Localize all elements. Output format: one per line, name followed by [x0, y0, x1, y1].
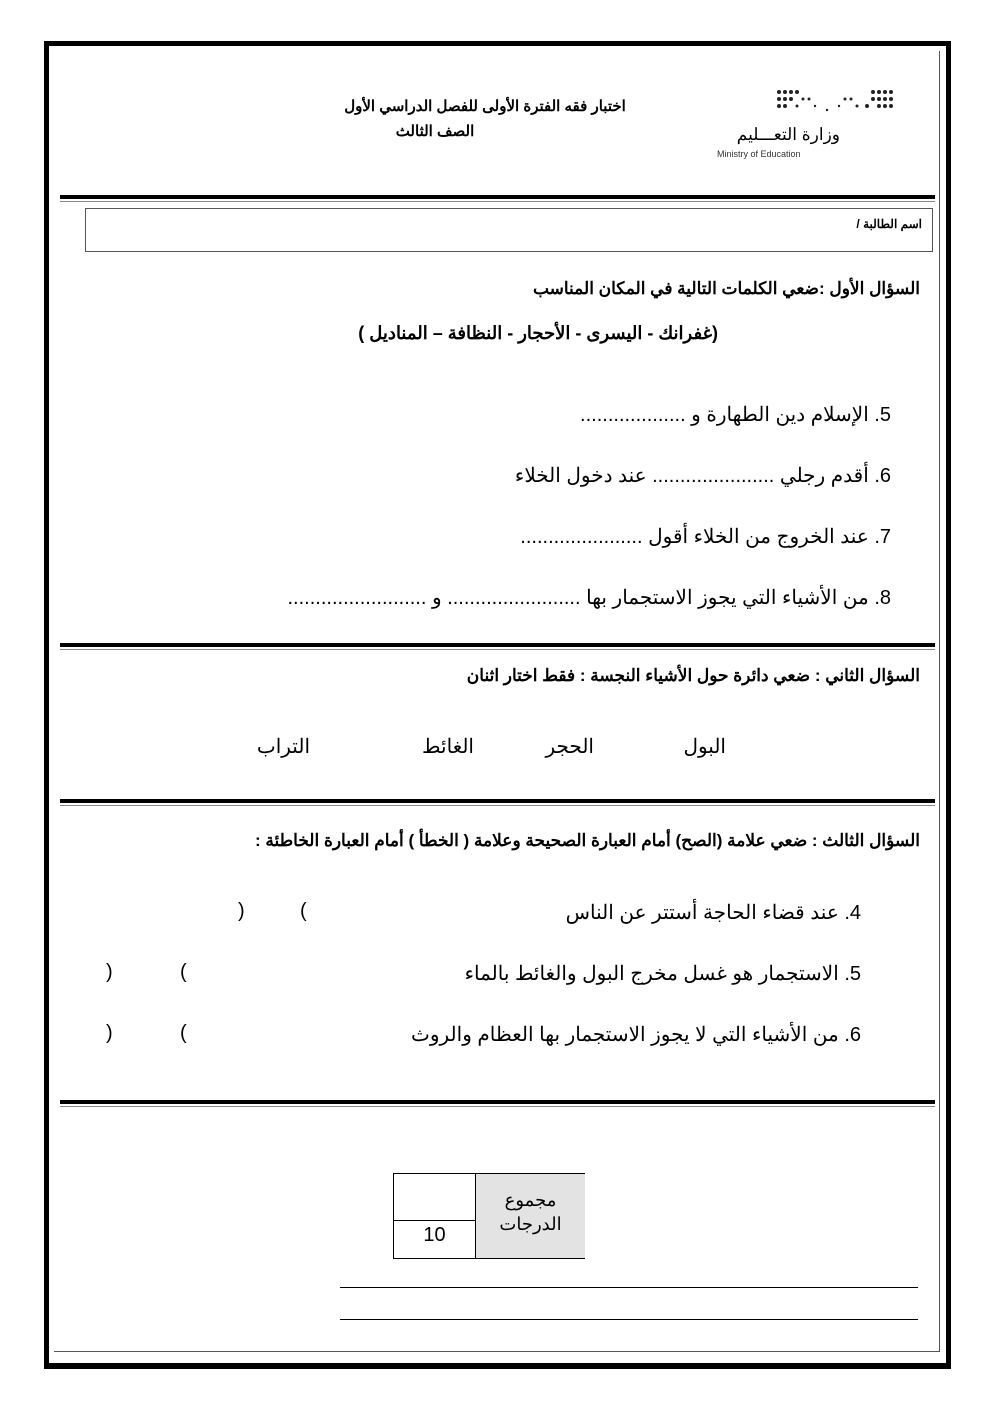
exam-title: اختبار فقه الفترة الأولى للفصل الدراسي الأول: [344, 98, 626, 115]
q3-item: 5. الاستجمار هو غسل مخرج البول والغائط بالماء: [464, 963, 861, 985]
header-divider: [60, 195, 935, 199]
signature-line: [340, 1287, 918, 1288]
ministry-logo-arabic: وزارة التعـــليم: [736, 125, 840, 144]
q2-option[interactable]: التراب: [256, 736, 310, 758]
q1-title: السؤال الأول :ضعي الكلمات التالية في المكان المناسب: [532, 279, 920, 298]
score-label: مجموع الدرجات: [499, 1190, 562, 1234]
score-label-cell: [475, 1174, 585, 1258]
q1-item: 7. عند الخروج من الخلاء أقول ......................: [520, 526, 891, 548]
q3-item: 6. من الأشياء التي لا يجوز الاستجمار بها العظام والروث: [411, 1024, 861, 1046]
student-name-field[interactable]: [85, 208, 933, 252]
ministry-logo-english: Ministry of Education: [717, 149, 801, 159]
ministry-logo-dots: [775, 88, 897, 114]
q2-option[interactable]: البول: [683, 736, 726, 758]
score-obtained-cell[interactable]: [394, 1174, 475, 1221]
q1-item: 5. الإسلام دين الطهارة و ...................: [580, 404, 891, 426]
q1-word-bank: (غفرانك - اليسرى - الأحجار - النظافة – المناديل ): [358, 323, 718, 343]
answer-paren[interactable]: ): [238, 900, 245, 922]
answer-paren[interactable]: (: [180, 1022, 187, 1044]
q2-title: السؤال الثاني : ضعي دائرة حول الأشياء النجسة : فقط اختار اثنان: [466, 666, 920, 685]
student-name-label: اسم الطالبة /: [856, 217, 922, 231]
score-table: [393, 1173, 585, 1259]
q1-item: 6. أقدم رجلي ...................... عند دخول الخلاء: [514, 465, 891, 487]
section-divider: [60, 799, 935, 803]
grade-title: الصف الثالث: [395, 123, 475, 140]
section-divider: [60, 1100, 935, 1104]
q1-item: 8. من الأشياء التي يجوز الاستجمار بها ........................ و .........................: [287, 587, 891, 609]
answer-paren[interactable]: (: [300, 900, 307, 922]
score-total: 10: [423, 1224, 446, 1246]
section-divider: [60, 643, 935, 647]
q3-item: 4. عند قضاء الحاجة أستتر عن الناس: [565, 902, 861, 924]
q2-option[interactable]: الغائط: [422, 736, 474, 758]
signature-line: [340, 1319, 918, 1320]
q2-option[interactable]: الحجر: [545, 736, 594, 758]
answer-paren[interactable]: ): [106, 1022, 113, 1044]
answer-paren[interactable]: (: [180, 961, 187, 983]
answer-paren[interactable]: ): [106, 961, 113, 983]
q3-title: السؤال الثالث : ضعي علامة (الصح) أمام العبارة الصحيحة وعلامة ( الخطأ ) أمام العبارة الخاطئة :: [255, 831, 920, 850]
